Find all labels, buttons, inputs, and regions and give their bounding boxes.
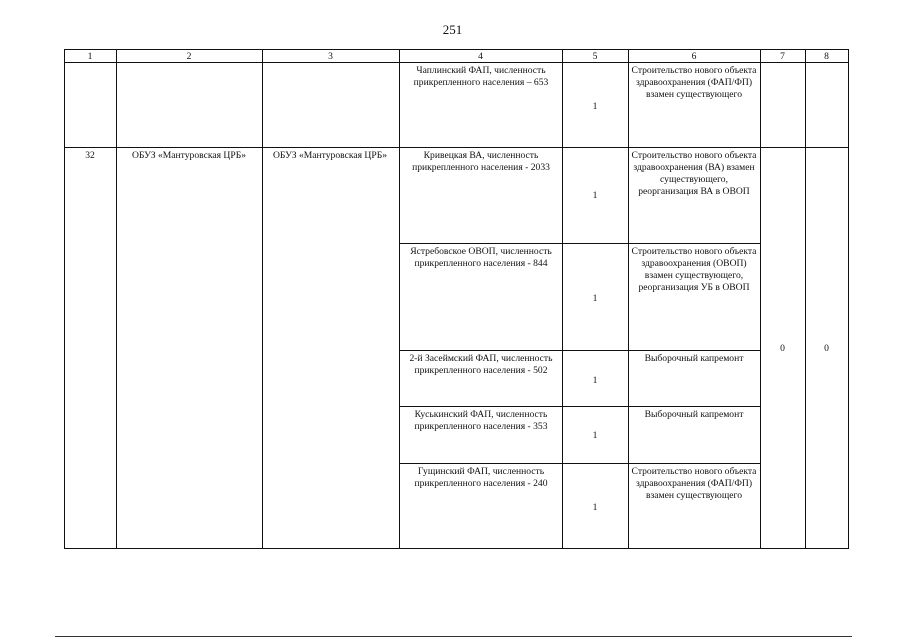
item-4-facility: Куськинский ФАП, численность прикрепленного населения - 353: [414, 409, 548, 432]
column-header-5: 5: [592, 51, 598, 62]
column-header-7: 7: [780, 51, 785, 62]
item-5-action: Строительство нового объекта здравоохранения (ФАП/ФП) взамен существующего: [631, 466, 757, 501]
operator-name: ОБУЗ «Мантуровская ЦРБ»: [272, 150, 388, 161]
cont-count: 1: [592, 101, 598, 112]
column-header-3: 3: [328, 51, 333, 62]
col7-value: 0: [780, 343, 785, 354]
table-rule-col-3: [262, 49, 263, 549]
item-1-count: 1: [592, 190, 598, 201]
item-2-action: Строительство нового объекта здравоохранения (ОВОП) взамен существующего, реорганизация УБ в ОВОП: [631, 246, 757, 293]
item-2-facility: Ястребовское ОВОП, численность прикрепленного населения - 844: [410, 246, 552, 269]
item-3-action: Выборочный капремонт: [644, 353, 744, 364]
table-rule-col-left: [64, 49, 65, 549]
page-bottom-rule: [55, 636, 852, 637]
item-5-facility: Гущинский ФАП, численность прикрепленного населения - 240: [414, 466, 548, 489]
table-rule-sub-1: [399, 243, 760, 244]
table-rule-col-8: [805, 49, 806, 549]
column-header-4: 4: [478, 51, 483, 62]
column-header-2: 2: [186, 51, 192, 62]
table-rule-col-6: [628, 49, 629, 549]
table-rule-row-separator: [64, 147, 849, 148]
item-3-count: 1: [592, 375, 598, 386]
item-4-count: 1: [592, 430, 598, 441]
table-rule-sub-2: [399, 350, 760, 351]
column-header-8: 8: [824, 51, 829, 62]
item-4-action: Выборочный капремонт: [644, 409, 744, 420]
table-rule-sub-3: [399, 406, 760, 407]
row-number: 32: [85, 150, 95, 161]
column-header-1: 1: [87, 51, 93, 62]
item-2-count: 1: [592, 293, 598, 304]
table-rule-bottom: [64, 548, 849, 549]
table-rule-col-right: [848, 49, 849, 549]
table-rule-col-4: [399, 49, 400, 549]
organization-name: ОБУЗ «Мантуровская ЦРБ»: [131, 150, 247, 161]
col8-value: 0: [824, 343, 829, 354]
table-rule-col-2: [116, 49, 117, 549]
table-rule-top: [64, 49, 849, 50]
item-1-facility: Кривецкая ВА, численность прикрепленного населения - 2033: [412, 150, 550, 173]
item-1-action: Строительство нового объекта здравоохранения (ВА) взамен существующего, реорганизация ВА в ОВОП: [631, 150, 757, 197]
table-rule-col-7: [760, 49, 761, 549]
cont-facility: Чаплинский ФАП, численность прикрепленного населения – 653: [413, 65, 549, 88]
item-3-facility: 2-й Засеймский ФАП, численность прикрепленного населения - 502: [409, 353, 553, 376]
cont-action: Строительство нового объекта здравоохранения (ФАП/ФП) взамен существующего: [631, 65, 757, 100]
page-number: 251: [442, 22, 463, 37]
column-header-6: 6: [691, 51, 697, 62]
item-5-count: 1: [592, 502, 598, 513]
table-rule-sub-4: [399, 463, 760, 464]
